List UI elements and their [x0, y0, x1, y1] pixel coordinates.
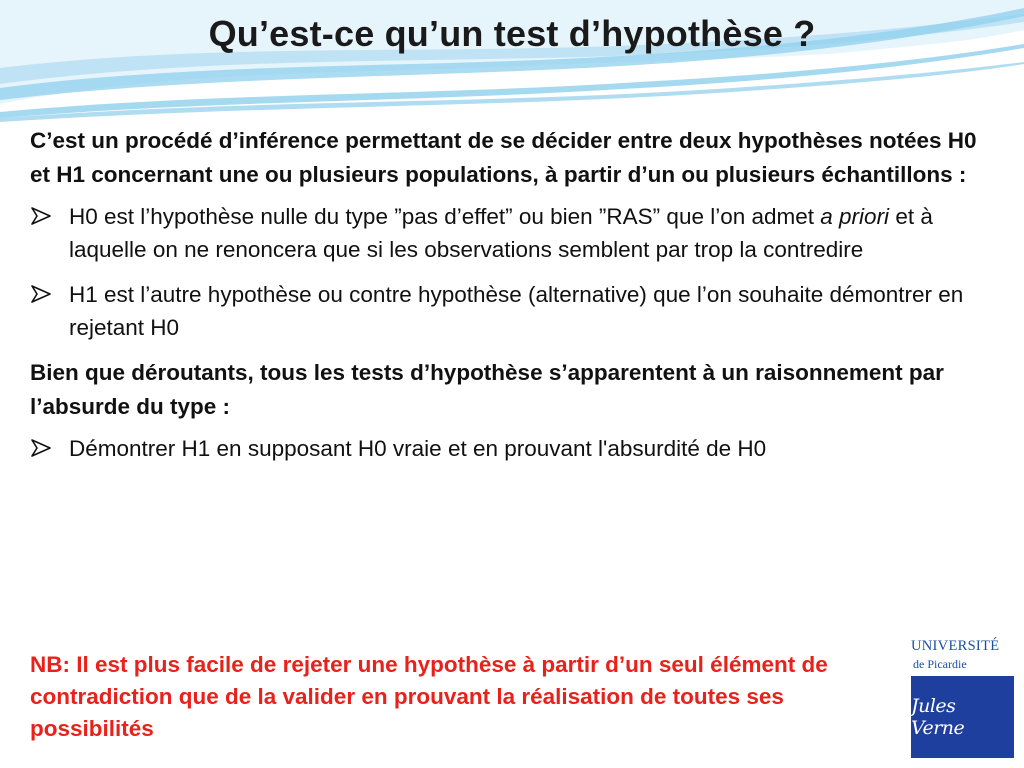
- bullet-h1-text: H1 est l’autre hypothèse ou contre hypothèse (alternative) que l’on souhaite démontrer en rejetant H0: [69, 282, 964, 340]
- logo-region-text: de Picardie: [913, 657, 967, 671]
- university-logo: [911, 636, 1017, 760]
- logo-university-text: UNIVERSITÉ: [911, 638, 1000, 654]
- intro-paragraph: C’est un procédé d’inférence permettant de se décider entre deux hypothèses notées H0 et H1 concernant une ou plusieurs populations, à partir d’un ou plusieurs échantillons :: [30, 128, 977, 187]
- bullet-h0-italic: a priori: [820, 204, 890, 229]
- bullet-h0: [30, 200, 995, 266]
- logo-signature: Jules Verne: [911, 695, 965, 739]
- arrow-bullet-icon: [30, 285, 52, 303]
- bullet-demonstration-text: Démontrer H1 en supposant H0 vraie et en prouvant l'absurdité de H0: [69, 436, 767, 461]
- slide-title: Qu’est-ce qu’un test d’hypothèse ?: [208, 13, 816, 54]
- bullet-demonstration: [30, 432, 995, 465]
- reasoning-paragraph: Bien que déroutants, tous les tests d’hypothèse s’apparentent à un raisonnement par l’absurde du type :: [30, 360, 944, 419]
- bullet-h0-text-end: et à laquelle on ne renoncera que si les observations semblent par trop la contredire: [69, 204, 933, 262]
- arrow-bullet-icon: [30, 439, 52, 457]
- nb-note: NB: Il est plus facile de rejeter une hypothèse à partir d’un seul élément de contradiction que de la valider en prouvant la réalisation de toutes ses possibilités: [30, 652, 828, 741]
- arrow-bullet-icon: [30, 207, 52, 225]
- bullet-h0-text: H0 est l’hypothèse nulle du type ”pas d’effet” ou bien ”RAS” que l’on admet: [69, 204, 821, 229]
- bullet-h1: [30, 278, 995, 344]
- slide-body: [30, 124, 995, 477]
- logo-signature-box: [911, 676, 1014, 758]
